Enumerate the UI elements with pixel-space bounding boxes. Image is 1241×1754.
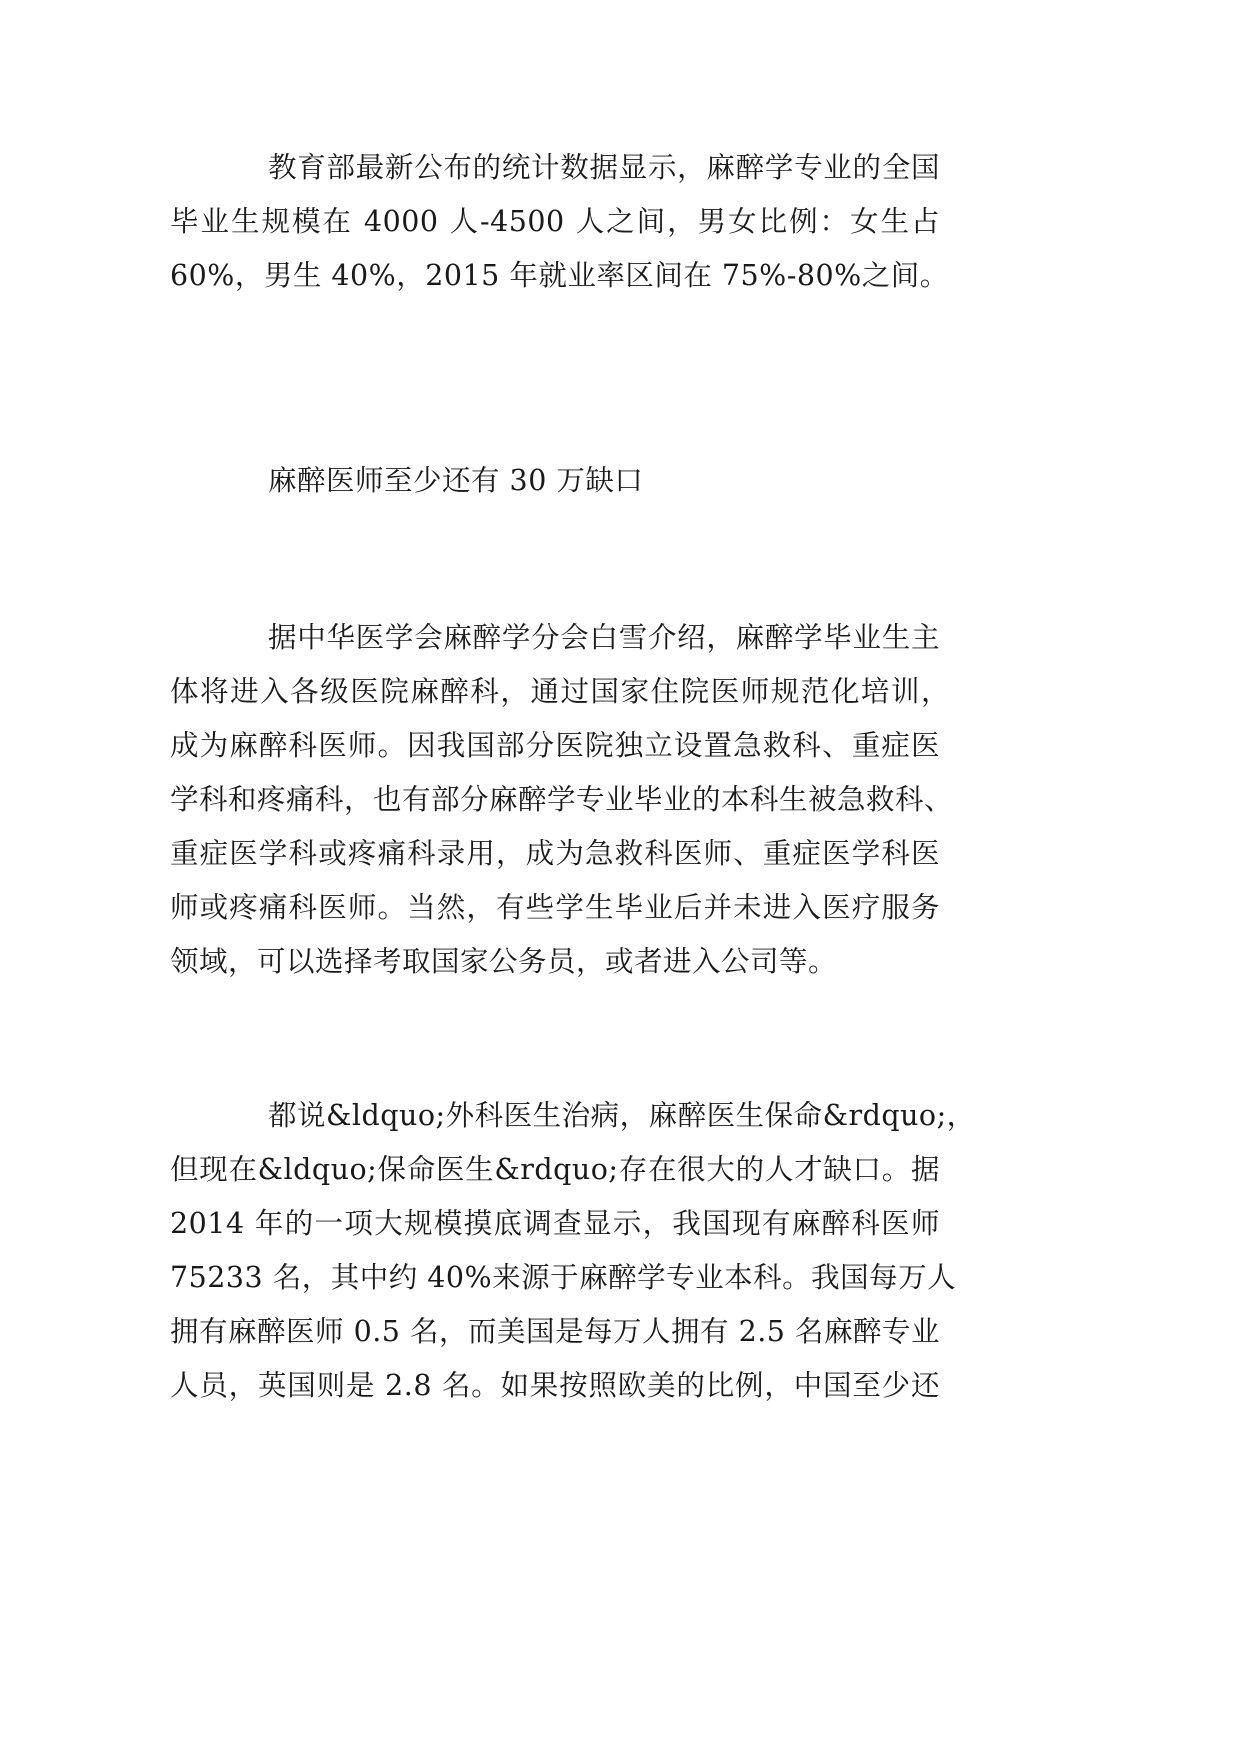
paragraph-2-line-5: 重症医学科或疼痛科录用，成为急救科医师、重症医学科医 xyxy=(170,837,940,870)
paragraph-3-line-5: 拥有麻醉医师 0.5 名，而美国是每万人拥有 2.5 名麻醉专业 xyxy=(170,1315,940,1348)
paragraph-1-line-1: 教育部最新公布的统计数据显示，麻醉学专业的全国 xyxy=(268,151,940,184)
paragraph-2-line-2: 体将进入各级医院麻醉科，通过国家住院医师规范化培训， xyxy=(170,675,950,708)
paragraph-2-line-3: 成为麻醉科医师。因我国部分医院独立设置急救科、重症医 xyxy=(170,729,940,762)
paragraph-3-line-4: 75233 名，其中约 40%来源于麻醉学专业本科。我国每万人 xyxy=(170,1261,957,1294)
paragraph-3-line-2: 但现在&ldquo;保命医生&rdquo;存在很大的人才缺口。据 xyxy=(170,1153,940,1186)
paragraph-2-line-4: 学科和疼痛科，也有部分麻醉学专业毕业的本科生被急救科、 xyxy=(170,783,954,816)
paragraph-3-line-3: 2014 年的一项大规模摸底调查显示，我国现有麻醉科医师 xyxy=(170,1207,940,1240)
paragraph-2-line-6: 师或疼痛科医师。当然，有些学生毕业后并未进入医疗服务 xyxy=(170,891,940,924)
section-heading: 麻醉医师至少还有 30 万缺口 xyxy=(268,464,644,497)
paragraph-1-line-3: 60%，男生 40%，2015 年就业率区间在 75%-80%之间。 xyxy=(170,259,949,292)
paragraph-2-line-1: 据中华医学会麻醉学分会白雪介绍，麻醉学毕业生主 xyxy=(268,621,940,654)
paragraph-2-line-7: 领域，可以选择考取国家公务员，或者进入公司等。 xyxy=(170,945,838,978)
paragraph-3-line-6: 人员，英国则是 2.8 名。如果按照欧美的比例，中国至少还 xyxy=(170,1369,940,1402)
paragraph-3-line-1: 都说&ldquo;外科医生治病，麻醉医生保命&rdquo;， xyxy=(268,1099,976,1132)
paragraph-1-line-2: 毕业生规模在 4000 人-4500 人之间，男女比例：女生占 xyxy=(170,205,940,238)
